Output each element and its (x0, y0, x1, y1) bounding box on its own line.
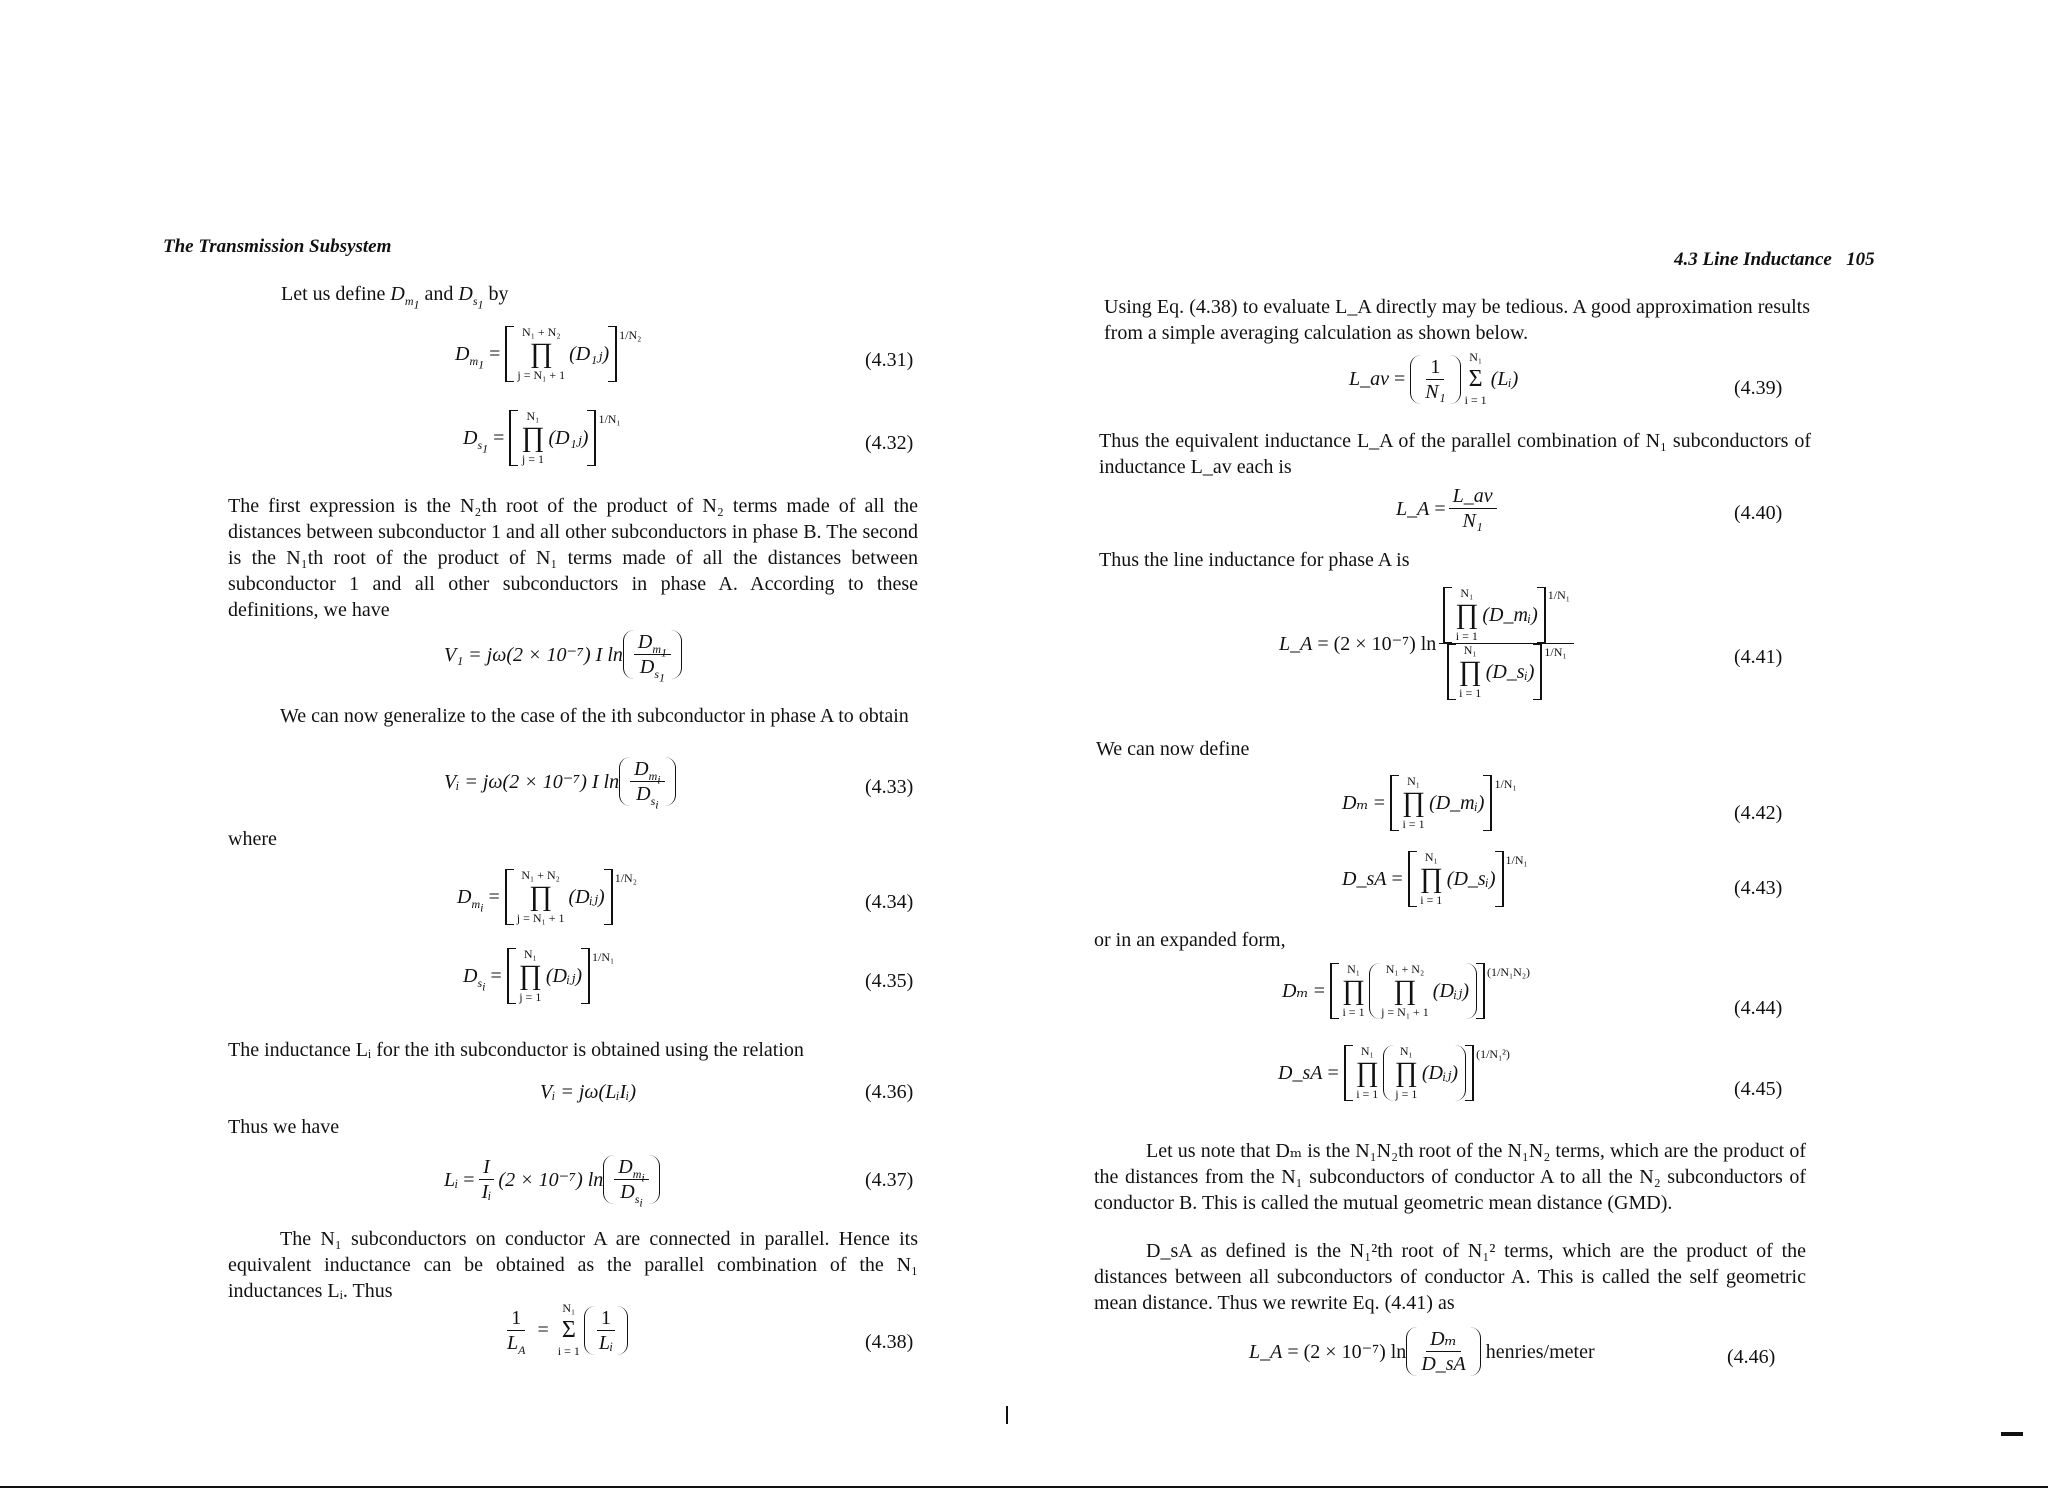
eqno-4-39: (4.39) (1734, 377, 1783, 399)
right-page (1024, 0, 2048, 1491)
eqno-4-35: (4.35) (865, 970, 914, 992)
equation-4-45: D_sA = N₁ ∏ i = 1 N₁ ∏ j = 1 (Dᵢⱼ) (1/N₁²) (1278, 1044, 1510, 1101)
eqno-4-31: (4.31) (865, 349, 914, 371)
equation-4-33: Vᵢ = jω(2 × 10⁻⁷) I ln $\frac{D_{m_i}}{D_{s_i}}$ (444, 757, 676, 806)
eqno-4-41: (4.41) (1734, 646, 1783, 668)
eqno-4-38: (4.38) (865, 1331, 914, 1353)
eqno-4-36: (4.36) (865, 1081, 914, 1103)
equation-4-41: L_A = (2 × 10⁻⁷) ln N₁ ∏ i = 1 (D_mᵢ) 1/N₁ N₁ ∏ i = 1 (D_sᵢ) 1/N₁ (1279, 587, 1577, 700)
equation-4-38: $\frac{1}{L_A}$ = N₁ Σ i = 1 $\frac{1}{\text{Lᵢ}}$ (500, 1302, 628, 1358)
paragraph-expanded-form: or in an expanded form, (1094, 929, 1286, 951)
gutter-mark (1006, 1406, 1008, 1424)
equation-4-36: Vᵢ = jω(LᵢIᵢ) (540, 1081, 636, 1103)
equation-4-43: D_sA = N₁ ∏ i = 1 (D_sᵢ) 1/N₁ (1342, 850, 1528, 907)
paragraph-line-inductance: Thus the line inductance for phase A is (1099, 549, 1410, 571)
equation-4-35: $D_{s_i}$ = N₁ ∏ j = 1 (Dᵢⱼ) 1/N₁ (463, 947, 615, 1004)
equation-4-39: L_av = $\frac{1}{\text{N₁}}$ N₁ Σ i = 1 (Lᵢ) (1349, 350, 1519, 407)
header-section: 4.3 Line Inductance (1674, 249, 1832, 270)
running-header-left: The Transmission Subsystem (163, 236, 392, 257)
equation-4-37: Lᵢ = $\frac{I}{\text{Iᵢ}}$ (2 × 10⁻⁷) ln $\frac{D_{m_i}}{D_{s_i}}$ (444, 1155, 660, 1204)
equation-4-32: $D_{s_1}$ = N₁ ∏ j = 1 (D₁ⱼ) 1/N₁ (463, 409, 621, 466)
page-number: 105 (1846, 249, 1875, 270)
equation-4-31: $D_{m_1}$ = N₁ + N₂ ∏ j = N₁ + 1 (D₁ⱼ) 1/N₂ (455, 325, 642, 382)
eqno-4-45: (4.45) (1734, 1078, 1783, 1100)
equation-4-42: Dₘ = N₁ ∏ i = 1 (D_mᵢ) 1/N₁ (1342, 774, 1517, 831)
equation-4-40: L_A = $\frac{L\_av}{\text{N₁}}$ (1396, 484, 1500, 533)
paragraph-inductance: The inductance Lᵢ for the ith subconductor is obtained using the relation (228, 1039, 804, 1061)
eqno-4-37: (4.37) (865, 1169, 914, 1191)
thus-we-have: Thus we have (228, 1116, 340, 1138)
equation-V1: V₁ = jω(2 × 10⁻⁷) I ln $\frac{D_{m_1}}{D_{s_1}}$ (444, 630, 682, 679)
eqno-4-33: (4.33) (865, 776, 914, 798)
intro-line: Let us define $D_{m_1}$ and $D_{s_1}$ by (281, 283, 509, 312)
eqno-4-43: (4.43) (1734, 877, 1783, 899)
intro-text: Let us define (281, 283, 386, 305)
paragraph-using-eq: Using Eq. (4.38) to evaluate L_A directly may be tedious. A good approximation results from a simple averaging calculation as shown below. (1104, 296, 1810, 344)
paragraph-now-define: We can now define (1096, 738, 1250, 760)
intro-by: by (488, 283, 509, 305)
paragraph-equivalent: Thus the equivalent inductance L_A of the parallel combination of N₁ subconductors of inductance L_av each is (1099, 430, 1811, 478)
eqno-4-44: (4.44) (1734, 997, 1783, 1019)
intro-and: and (424, 283, 454, 305)
paragraph-first-expression: The first expression is the N₂th root of the product of N₂ terms made of all the distances between subconductor 1 and all other subconductors in phase B. The second is the N₁th root of the product of N₁ terms made of all the distances between subconductor 1 and all other subconductors in phase A. According to these definitions, we have (228, 495, 918, 621)
paragraph-mutual-gmd: Let us note that Dₘ is the N₁N₂th root of the N₁N₂ terms, which are the product of the distances from the N₁ subconductors of conductor A to all the N₂ subconductors of conductor B. This is called the mutual geometric mean distance (GMD). (1094, 1140, 1806, 1214)
eqno-4-42: (4.42) (1734, 802, 1783, 824)
eqno-4-40: (4.40) (1734, 502, 1783, 524)
eqno-4-32: (4.32) (865, 432, 914, 454)
margin-mark (2001, 1432, 2023, 1436)
paragraph-parallel: The N₁ subconductors on conductor A are connected in parallel. Hence its equivalent inductance can be obtained as the parallel combination of the N₁ inductances Lᵢ. Thus (228, 1228, 918, 1302)
equation-4-46: L_A = (2 × 10⁻⁷) ln $\frac{\text{Dₘ}}{D\_sA}$ henries/meter (1249, 1328, 1595, 1375)
equation-4-44: Dₘ = N₁ ∏ i = 1 N₁ + N₂ ∏ j = N₁ + 1 (Dᵢⱼ) (1/N₁N₂) (1282, 962, 1531, 1019)
paragraph-generalize: We can now generalize to the case of the ith subconductor in phase A to obtain (280, 705, 909, 727)
where-label: where (228, 828, 277, 850)
eqno-4-46: (4.46) (1727, 1346, 1776, 1368)
scan-bottom-edge (0, 1486, 2048, 1488)
equation-4-34: $D_{m_i}$ = N₁ + N₂ ∏ j = N₁ + 1 (Dᵢⱼ) 1/N₂ (457, 868, 637, 925)
running-header-right (1674, 247, 1875, 273)
eqno-4-34: (4.34) (865, 891, 914, 913)
paragraph-self-gmd: D_sA as defined is the N₁²th root of N₁² terms, which are the product of the distances between all subconductors of conductor A. This is called the self geometric mean distance. Thus we rewrite Eq. (4.41) as (1094, 1240, 1806, 1314)
